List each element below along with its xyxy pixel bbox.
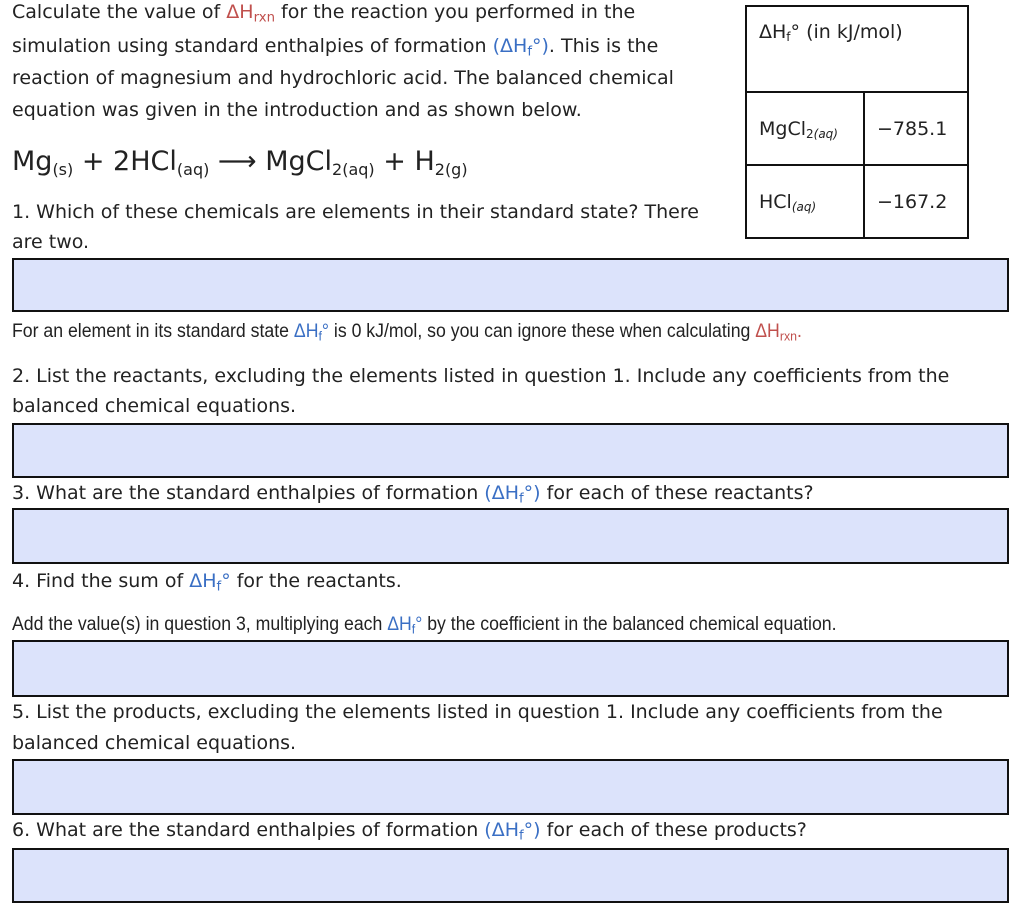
intro-line-3: reaction of magnesium and hydrochloric acid. The balanced chemical [12,67,674,89]
question-3: 3. What are the standard enthalpies of formation $(\Delta H_f^\circ)$ for each of these reactants? [12,482,814,507]
table-cell-value: −167.2 [864,165,968,238]
enthalpy-table [745,5,969,239]
question-1-line-2: are two. [12,231,90,253]
intro-line-1: Calculate the value of $\Delta H_{rxn}$ for the reaction you performed in the [12,1,636,26]
question-4: 4. Find the sum of $\Delta H_f^\circ$ for the reactants. [12,570,402,595]
answer-box-3[interactable] [12,508,1009,564]
answer-box-6[interactable] [12,848,1009,903]
intro-line-4: equation was given in the introduction and as shown below. [12,99,582,121]
answer-box-1[interactable] [12,258,1009,312]
table-header: $\Delta H_f^\circ$ (in kJ/mol) [746,6,968,92]
table-cell-value: −785.1 [864,92,968,165]
answer-box-5[interactable] [12,759,1009,815]
question-2-line-1: 2. List the reactants, excluding the elements listed in question 1. Include any coefficients from the [12,365,950,387]
balanced-equation: $Mg_{(s)} + 2HCl_{(aq)}$ ⟶ MgCl$_{2(aq)}$ + $H_{2(g)}$ [12,146,468,179]
table-cell-formula: MgCl$_{2(aq)}$ [746,92,864,165]
question-1-line-1: 1. Which of these chemicals are elements in their standard state? There [12,201,699,223]
question-5-line-1: 5. List the products, excluding the elements listed in question 1. Include any coefficients from the [12,701,943,723]
standard-state-note: For an element in its standard state $\Delta H_f^\circ$ is 0 kJ/mol, so you can ignore these when calculating $\Delta H_{rxn}$. [12,321,802,344]
question-2-line-2: balanced chemical equations. [12,395,297,417]
question-4-instructions: Add the value(s) in question 3, multiplying each $\Delta H_f^\circ$ by the coefficient in the balanced chemical equation. [12,614,837,637]
question-6: 6. What are the standard enthalpies of formation $(\Delta H_f^\circ)$ for each of these products? [12,819,807,844]
answer-box-4[interactable] [12,640,1009,697]
answer-box-2[interactable] [12,423,1009,478]
table-cell-formula: HCl$_{(aq)}$ [746,165,864,238]
question-5-line-2: balanced chemical equations. [12,732,297,754]
intro-line-2: simulation using standard enthalpies of formation $(\Delta H_f^\circ)$. This is the [12,35,659,60]
